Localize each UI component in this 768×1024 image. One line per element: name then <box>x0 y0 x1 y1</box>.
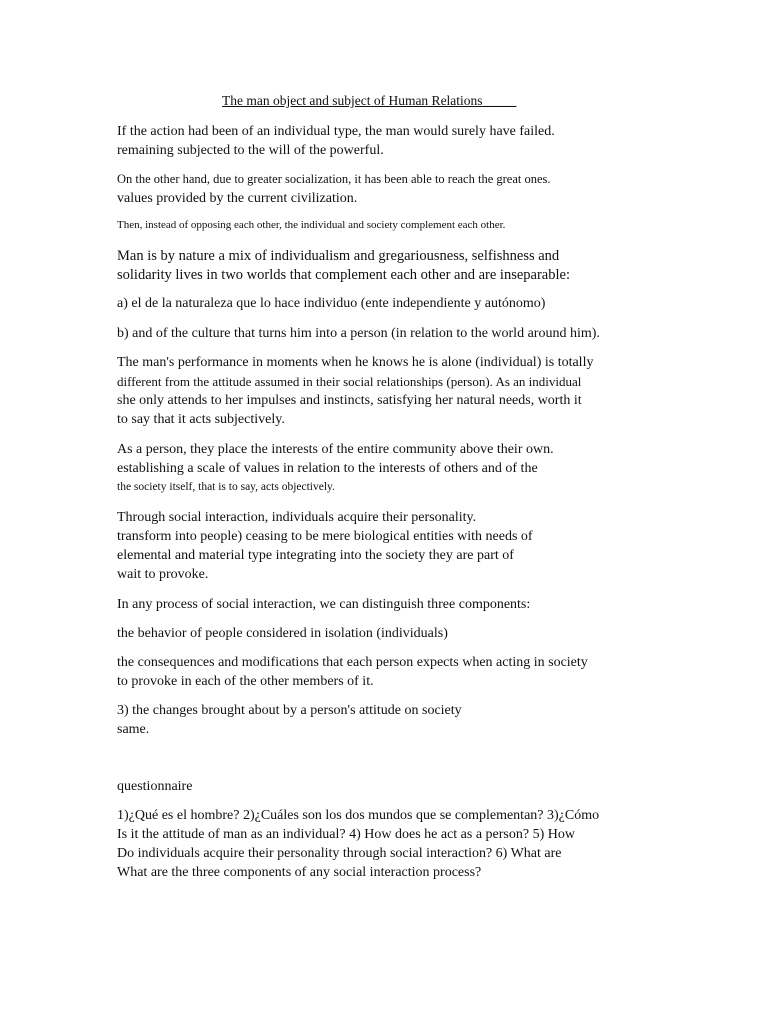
paragraph-line: 3) the changes brought about by a person's attitude on society <box>117 703 462 718</box>
paragraph-11 <box>117 624 639 643</box>
paragraph-line: transform into people) ceasing to be mere biological entities with needs of <box>117 529 533 544</box>
paragraph-10 <box>117 595 639 614</box>
paragraph-5-text: a) el de la naturaleza que lo hace individuo (ente independiente y autónomo) <box>117 296 546 311</box>
paragraph-4-text <box>117 247 639 285</box>
paragraph-line: elemental and material type integrating into the society they are part of <box>117 548 514 563</box>
page-title <box>222 93 516 109</box>
questionnaire-heading <box>117 777 639 796</box>
paragraph-line: same. <box>117 722 150 737</box>
questionnaire-line: What are the three components of any social interaction process? <box>117 865 482 880</box>
paragraph-line: solidarity lives in two worlds that complement each other and are inseparable: <box>117 267 570 283</box>
paragraph-4 <box>117 247 639 285</box>
paragraph-line: wait to provoke. <box>117 567 209 582</box>
title-text: The man object and subject of Human Relations <box>222 93 483 108</box>
paragraph-2 <box>117 170 639 208</box>
paragraph-12-text <box>117 653 647 691</box>
questionnaire-text <box>117 806 635 882</box>
paragraph-13-text <box>117 701 527 739</box>
questionnaire-heading-text: questionnaire <box>117 779 193 794</box>
paragraph-12 <box>117 653 647 691</box>
questionnaire-line: 1)¿Qué es el hombre? 2)¿Cuáles son los dos mundos que se complementan? 3)¿Cómo <box>117 808 600 823</box>
paragraph-8-text <box>117 440 639 497</box>
paragraph-5 <box>117 294 639 313</box>
paragraph-line: the consequences and modifications that each person expects when acting in society <box>117 655 588 670</box>
paragraph-3-text: Then, instead of opposing each other, the individual and society complement each other. <box>117 219 506 231</box>
paragraph-line: establishing a scale of values in relation to the interests of others and of the <box>117 461 538 476</box>
paragraph-7-text <box>117 353 652 429</box>
paragraph-line: Through social interaction, individuals acquire their personality. <box>117 510 477 525</box>
questionnaire-body <box>117 806 635 882</box>
questionnaire-line: Is it the attitude of man as an individual? 4) How does he act as a person? 5) How <box>117 827 575 842</box>
paragraph-7 <box>117 353 652 429</box>
title-trailing-underline: _____ <box>482 93 517 108</box>
paragraph-3 <box>117 216 639 235</box>
paragraph-8 <box>117 440 639 497</box>
paragraph-line: Man is by nature a mix of individualism and gregariousness, selfishness and <box>117 248 560 264</box>
paragraph-line: As a person, they place the interests of the entire community above their own. <box>117 442 554 457</box>
paragraph-1 <box>117 122 639 160</box>
paragraph-line: she only attends to her impulses and instincts, satisfying her natural needs, worth it <box>117 393 582 408</box>
paragraph-13 <box>117 701 527 739</box>
paragraph-1-text <box>117 122 639 160</box>
questionnaire-line: Do individuals acquire their personality through social interaction? 6) What are <box>117 846 562 861</box>
paragraph-line: to say that it acts subjectively. <box>117 412 285 427</box>
paragraph-line: different from the attitude assumed in their social relationships (person). As an individual <box>117 374 582 389</box>
paragraph-6 <box>117 324 647 343</box>
paragraph-line: If the action had been of an individual type, the man would surely have failed. <box>117 124 555 139</box>
paragraph-6-text: b) and of the culture that turns him into a person (in relation to the world around him). <box>117 326 600 341</box>
paragraph-2-text <box>117 170 639 208</box>
paragraph-line: On the other hand, due to greater socialization, it has been able to reach the great ones. <box>117 172 551 186</box>
paragraph-line: the society itself, that is to say, acts objectively. <box>117 481 335 493</box>
paragraph-line: values provided by the current civilization. <box>117 191 358 206</box>
paragraph-9 <box>117 508 587 584</box>
paragraph-9-text <box>117 508 587 584</box>
paragraph-11-text: the behavior of people considered in isolation (individuals) <box>117 626 448 641</box>
paragraph-line: remaining subjected to the will of the powerful. <box>117 143 384 158</box>
paragraph-line: The man's performance in moments when he knows he is alone (individual) is totally <box>117 355 594 370</box>
paragraph-line: to provoke in each of the other members of it. <box>117 674 374 689</box>
paragraph-10-text: In any process of social interaction, we can distinguish three components: <box>117 597 531 612</box>
